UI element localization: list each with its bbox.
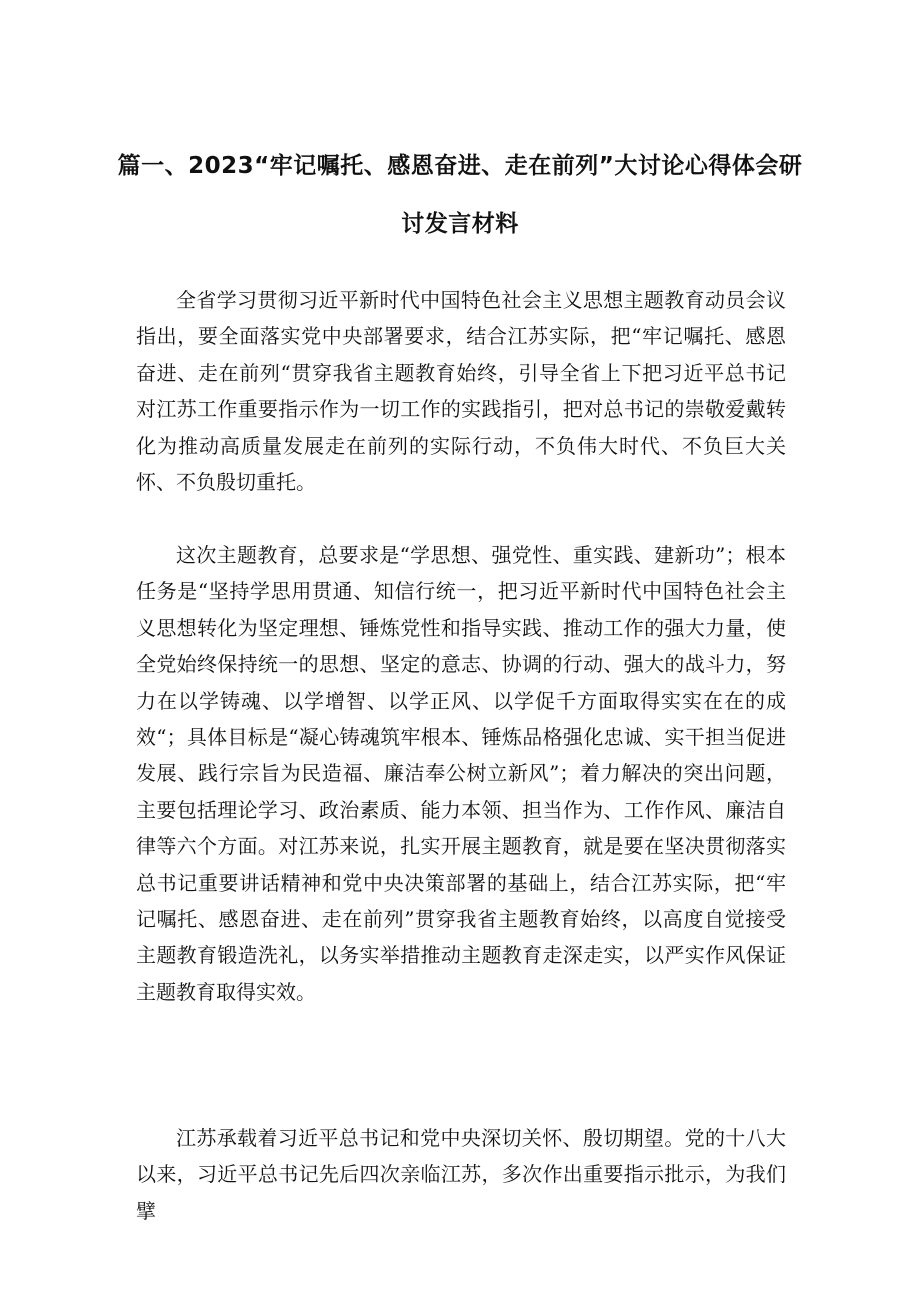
body-paragraph-1-block (136, 282, 786, 500)
body-paragraph-3: 江苏承载着习近平总书记和党中央深切关怀、殷切期望。党的十八大以来，习近平总书记先后四次亲临江苏，多次作出重要指示批示，为我们擘 (136, 1126, 786, 1223)
document-title-line-2: 讨发言材料 (401, 211, 519, 237)
document-title-line-1: 篇一、2023“牢记嘱托、感恩奋进、走在前列”大讨论心得体会研 (117, 153, 803, 179)
body-paragraph-1: 全省学习贯彻习近平新时代中国特色社会主义思想主题教育动员会议指出，要全面落实党中央部署要求，结合江苏实际，把“牢记嘱托、感恩奋进、走在前列“贯穿我省主题教育始终，引导全省上下把习近平总书记对江苏工作重要指示作为一切工作的实践指引，把对总书记的崇敬爱戴转化为推动高质量发展走在前列的实际行动，不负伟大时代、不负巨大关怀、不负殷切重托。 (136, 288, 786, 495)
body-paragraph-3-block (136, 1120, 786, 1229)
body-paragraph-2-block (136, 537, 786, 1010)
body-paragraph-2: 这次主题教育，总要求是“学思想、强党性、重实践、建新功”；根本任务是“坚持学思用贯通、知信行统一，把习近平新时代中国特色社会主义思想转化为坚定理想、锤炼党性和指导实践、推动工作的强大力量，使全党始终保持统一的思想、坚定的意志、协调的行动、强大的战斗力，努力在以学铸魂、以学增智、以学正风、以学促千方面取得实实在在的成效“；具体目标是“凝心铸魂筑牢根本、锤炼品格强化忠诚、实干担当促进发展、践行宗旨为民造福、廉洁奉公树立新风”；着力解决的突出问题，主要包括理论学习、政治素质、能力本领、担当作为、工作作风、廉洁自律等六个方面。对江苏来说，扎实开展主题教育，就是要在坚决贯彻落实总书记重要讲话精神和党中央决策部署的基础上，结合江苏实际，把“牢记嘱托、感恩奋进、走在前列”贯穿我省主题教育始终，以高度自觉接受主题教育锻造洗礼，以务实举措推动主题教育走深走实，以严实作风保证主题教育取得实效。 (136, 543, 786, 1004)
